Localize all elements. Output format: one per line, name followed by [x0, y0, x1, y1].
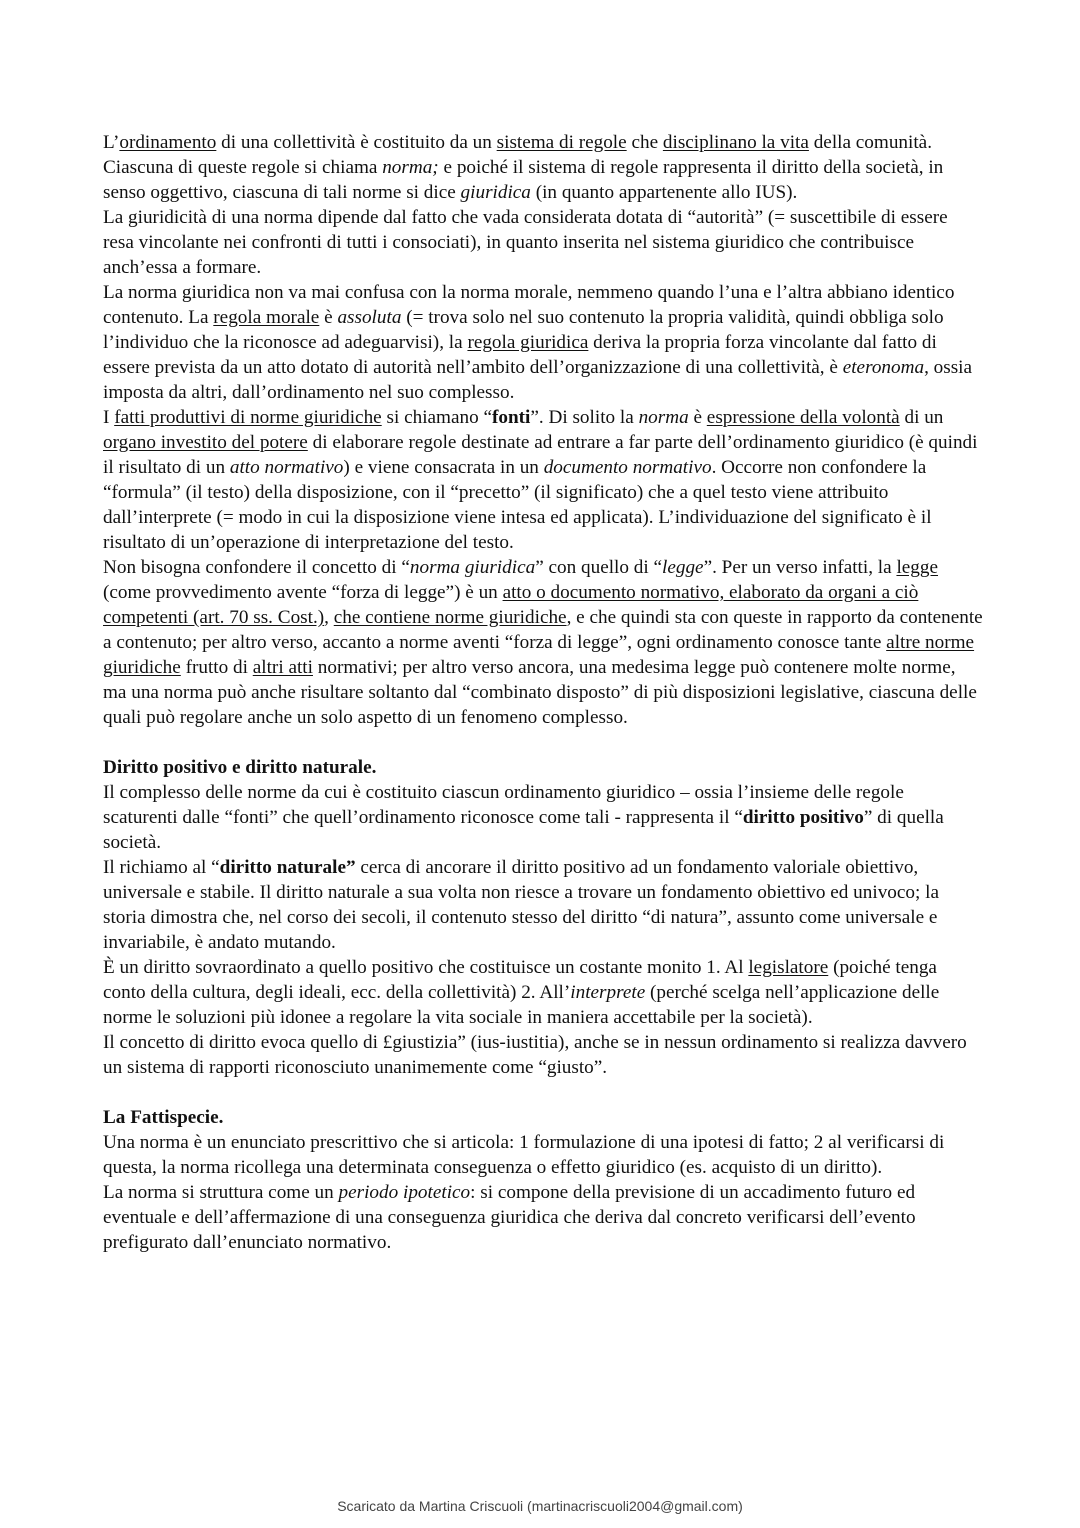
bold-text: diritto positivo: [742, 807, 864, 828]
text-run: (perché scelga nell’applicazione delle norme le soluzioni più idonee a regolare la vita sociale in maniera accettabile per la società).: [103, 982, 940, 1028]
underlined-text: che contiene norme giuridiche: [333, 607, 567, 628]
text-run: Il complesso delle norme da cui è costituito ciascun ordinamento giuridico – ossia l’insieme delle regole scaturenti dalle “fonti” che quell’ordinamento riconosce come tali - rappresenta il “: [103, 782, 904, 828]
text-run: ” con quello di “: [535, 557, 662, 578]
text-run: La norma si struttura come un: [103, 1182, 339, 1203]
text-run: (come provvedimento avente “forza di legge”) è un: [103, 582, 503, 603]
download-footer: Scaricato da Martina Criscuoli (martinacriscuoli2004@gmail.com): [337, 1498, 743, 1514]
bold-text: La Fattispecie.: [103, 1107, 224, 1128]
text-run: Il richiamo al “: [103, 857, 220, 878]
paragraph: [103, 405, 983, 555]
italic-text: assoluta: [337, 307, 402, 328]
underlined-text: regola giuridica: [467, 332, 589, 353]
italic-text: atto normativo: [229, 457, 344, 478]
paragraph: [103, 780, 983, 855]
bold-text: diritto naturale”: [219, 857, 356, 878]
text-run: Il concetto di diritto evoca quello di £giustizia” (ius-iustitia), anche se in nessun ordinamento si realizza davvero un sistema di rapporti riconosciuto unanimemente come “giusto”.: [103, 1032, 967, 1078]
text-run: ) e viene consacrata in un: [343, 457, 544, 478]
text-run: ,: [324, 607, 334, 628]
paragraph: [103, 1030, 983, 1080]
text-run: deriva la propria forza vincolante dal fatto di essere prevista da un atto dotato di autorità nell’ambito dell’organizzazione di una collettività, è: [103, 332, 937, 378]
italic-text: norma giuridica: [409, 557, 536, 578]
text-run: di una collettività è costituito da un: [216, 132, 497, 153]
text-run: È un diritto sovraordinato a quello positivo che costituisce un costante monito 1. Al: [103, 957, 749, 978]
paragraph: [103, 1130, 983, 1180]
text-run: : si compone della previsione di un accadimento futuro ed eventuale e dell’affermazione di una conseguenza giuridica che deriva dal concreto verificarsi dell’evento prefigurato dall’enunciato normativo.: [103, 1182, 916, 1253]
underlined-text: sistema di regole: [496, 132, 627, 153]
underlined-text: fatti produttivi di norme giuridiche: [114, 407, 382, 428]
underlined-text: altri atti: [252, 657, 313, 678]
underlined-text: legge: [896, 557, 939, 578]
paragraph-spacer: [103, 730, 983, 755]
underlined-text: atto o documento normativo, elaborato da organi a ciò competenti (art. 70 ss. Cost.): [103, 582, 919, 628]
underlined-text: disciplinano la vita: [662, 132, 809, 153]
italic-text: legge: [662, 557, 704, 578]
text-run: ”. Per un verso infatti, la: [703, 557, 897, 578]
text-run: ” di quella società.: [103, 807, 944, 853]
text-run: di elaborare regole destinate ad entrare a far parte dell’ordinamento giuridico (è quindi il risultato di un: [103, 432, 978, 478]
underlined-text: legislatore: [748, 957, 829, 978]
paragraph-spacer: [103, 1080, 983, 1105]
section-heading: [103, 755, 983, 780]
italic-text: interprete: [570, 982, 646, 1003]
text-run: I: [103, 407, 115, 428]
section-heading: [103, 1105, 983, 1130]
text-run: si chiamano “: [381, 407, 492, 428]
text-run: è: [688, 407, 707, 428]
text-run: normativi; per altro verso ancora, una medesima legge può contenere molte norme, ma una norma può anche risultare soltanto dal “combinato disposto” di più disposizioni legislative, ciascuna delle quali può regolare anche un solo aspetto di un fenomeno complesso.: [103, 657, 977, 728]
text-run: La norma giuridica non va mai confusa con la norma morale, nemmeno quando l’una e l’altra abbiano identico contenuto. La: [103, 282, 955, 328]
italic-text: eteronoma: [842, 357, 925, 378]
text-run: cerca di ancorare il diritto positivo ad un fondamento valoriale obiettivo, universale e stabile. Il diritto naturale a sua volta non riesce a trovare un fondamento obiettivo ed univoco; la storia dimostra che, nel corso dei secoli, il contenuto stesso del diritto “di natura”, assunto come universale e invariabile, è andato mutando.: [103, 857, 939, 953]
italic-text: norma: [638, 407, 689, 428]
italic-text: documento normativo: [543, 457, 712, 478]
italic-text: giuridica: [460, 182, 531, 203]
text-run: , e che quindi sta con queste in rapporto da contenente a contenuto; per altro verso, accanto a norme aventi “forza di legge”, ogni ordinamento conosce tante: [103, 607, 983, 653]
text-run: Una norma è un enunciato prescrittivo che si articola: 1 formulazione di una ipotesi di fatto; 2 al verificarsi di questa, la norma ricollega una determinata conseguenza o effetto giuridico (es. acquisto di un diritto).: [103, 1132, 945, 1178]
paragraph: [103, 280, 983, 405]
underlined-text: ordinamento: [119, 132, 217, 153]
bold-text: Diritto positivo e diritto naturale.: [103, 757, 377, 778]
document-body: [103, 130, 983, 1255]
text-run: , ossia imposta da altri, dall’ordinamento nel suo complesso.: [103, 357, 973, 403]
paragraph: [103, 1180, 983, 1255]
text-run: è: [319, 307, 338, 328]
underlined-text: regola morale: [213, 307, 320, 328]
text-run: (in quanto appartenente allo IUS).: [530, 182, 798, 203]
paragraph: [103, 955, 983, 1030]
italic-text: norma;: [382, 157, 439, 178]
paragraph: [103, 130, 983, 205]
underlined-text: espressione della volontà: [706, 407, 900, 428]
text-run: della comunità. Ciascuna di queste regole si chiama: [103, 132, 932, 178]
text-run: L’: [103, 132, 120, 153]
text-run: La giuridicità di una norma dipende dal fatto che vada considerata dotata di “autorità” (= suscettibile di essere resa vincolante nei confronti di tutti i consociati), in quanto inserita nel sistema giuridico che contribuisce anch’essa a formare.: [103, 207, 948, 278]
text-run: frutto di: [180, 657, 253, 678]
text-run: (poiché tenga conto della cultura, degli ideali, ecc. della collettività) 2. All’: [103, 957, 937, 1003]
text-run: che: [626, 132, 663, 153]
text-run: di un: [899, 407, 944, 428]
text-run: ”. Di solito la: [530, 407, 639, 428]
text-run: . Occorre non confondere la “formula” (il testo) della disposizione, con il “precetto” (il significato) che a quel testo viene attribuito dall’interprete (= modo in cui la disposizione viene intesa ed applicata). L’individuazione del significato è il risultato di un’operazione di interpretazione del testo.: [103, 457, 932, 553]
underlined-text: altre norme giuridiche: [103, 632, 975, 678]
bold-text: fonti: [492, 407, 531, 428]
paragraph: [103, 855, 983, 955]
italic-text: periodo ipotetico: [338, 1182, 471, 1203]
paragraph: [103, 205, 983, 280]
text-run: Non bisogna confondere il concetto di “: [103, 557, 410, 578]
text-run: e poiché il sistema di regole rappresenta il diritto della società, in senso oggettivo, ciascuna di tali norme si dice: [103, 157, 944, 203]
text-run: (= trova solo nel suo contenuto la propria validità, quindi obbliga solo l’individuo che la riconosce ad adeguarvisi), la: [103, 307, 944, 353]
paragraph: [103, 555, 983, 730]
underlined-text: organo investito del potere: [103, 432, 308, 453]
